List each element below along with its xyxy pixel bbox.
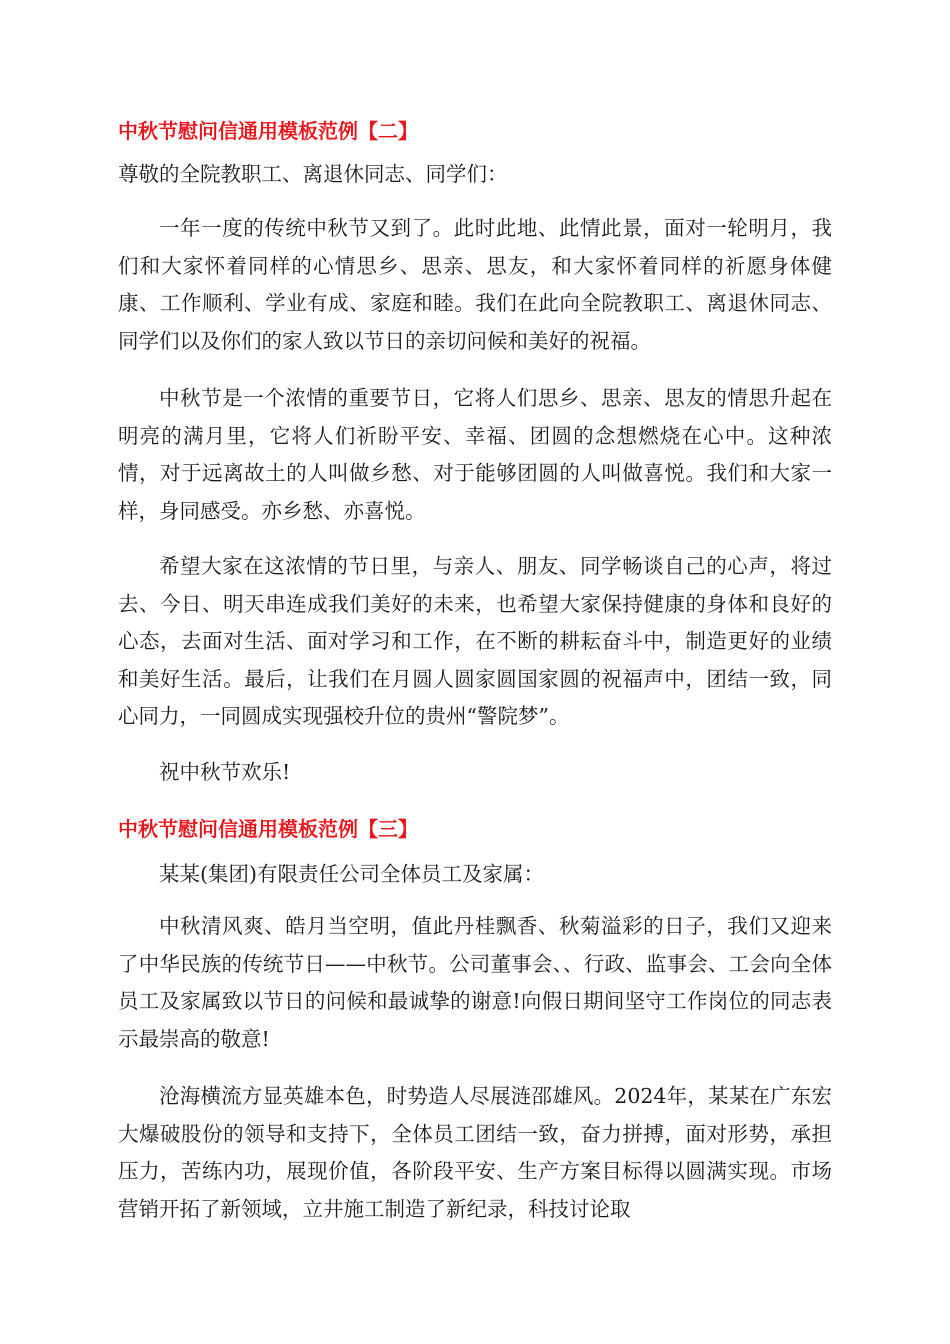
- section-3-salutation: 某某(集团)有限责任公司全体员工及家属：: [159, 862, 544, 886]
- section-3-paragraph-2: 沧海横流方显英雄本色，时势造人尽展涟邵雄风。2024年，某某在广东宏大爆破股份的领导和支持下，全体员工团结一致，奋力拼搏，面对形势，承担压力，苦练内功，展现价值，各阶段平安、生产方案目标得以圆满实现。市场营销开拓了新领域，立井施工制造了新纪录，科技讨论取: [118, 1084, 832, 1221]
- section-2-paragraph-2: 中秋节是一个浓情的重要节日，它将人们思乡、思亲、思友的情思升起在明亮的满月里，它将人们祈盼平安、幸福、团圆的念想燃烧在心中。这种浓情，对于远离故土的人叫做乡愁、对于能够团圆的人叫做喜悦。我们和大家一样，身同感受。亦乡愁、亦喜悦。: [118, 386, 832, 523]
- section-3-heading: 中秋节慰问信通用模板范例【三】: [118, 817, 418, 841]
- section-2-closing: 祝中秋节欢乐!: [159, 760, 291, 784]
- section-2-paragraph-1: 一年一度的传统中秋节又到了。此时此地、此情此景，面对一轮明月，我们和大家怀着同样的心情思乡、思亲、思友，和大家怀着同样的祈愿身体健康、工作顺利、学业有成、家庭和睦。我们在此向全院教职工、离退休同志、同学们以及你们的家人致以节日的亲切问候和美好的祝福。: [118, 216, 832, 353]
- section-3-paragraph-1: 中秋清风爽、皓月当空明，值此丹桂飘香、秋菊溢彩的日子，我们又迎来了中华民族的传统节日——中秋节。公司董事会、、行政、监事会、工会向全体员工及家属致以节日的问候和最诚挚的谢意!向假日期间坚守工作岗位的同志表示最崇高的敬意!: [118, 914, 832, 1051]
- section-2-heading: 中秋节慰问信通用模板范例【二】: [118, 119, 418, 143]
- section-2-paragraph-3: 希望大家在这浓情的节日里，与亲人、朋友、同学畅谈自己的心声，将过去、今日、明天串连成我们美好的未来，也希望大家保持健康的身体和良好的心态，去面对生活、面对学习和工作，在不断的耕耘奋斗中，制造更好的业绩和美好生活。最后，让我们在月圆人圆家圆国家圆的祝福声中，团结一致，同心同力，一同圆成实现强校升位的贵州“警院梦”。: [118, 554, 832, 728]
- section-2-salutation: 尊敬的全院教职工、离退休同志、同学们：: [118, 162, 508, 186]
